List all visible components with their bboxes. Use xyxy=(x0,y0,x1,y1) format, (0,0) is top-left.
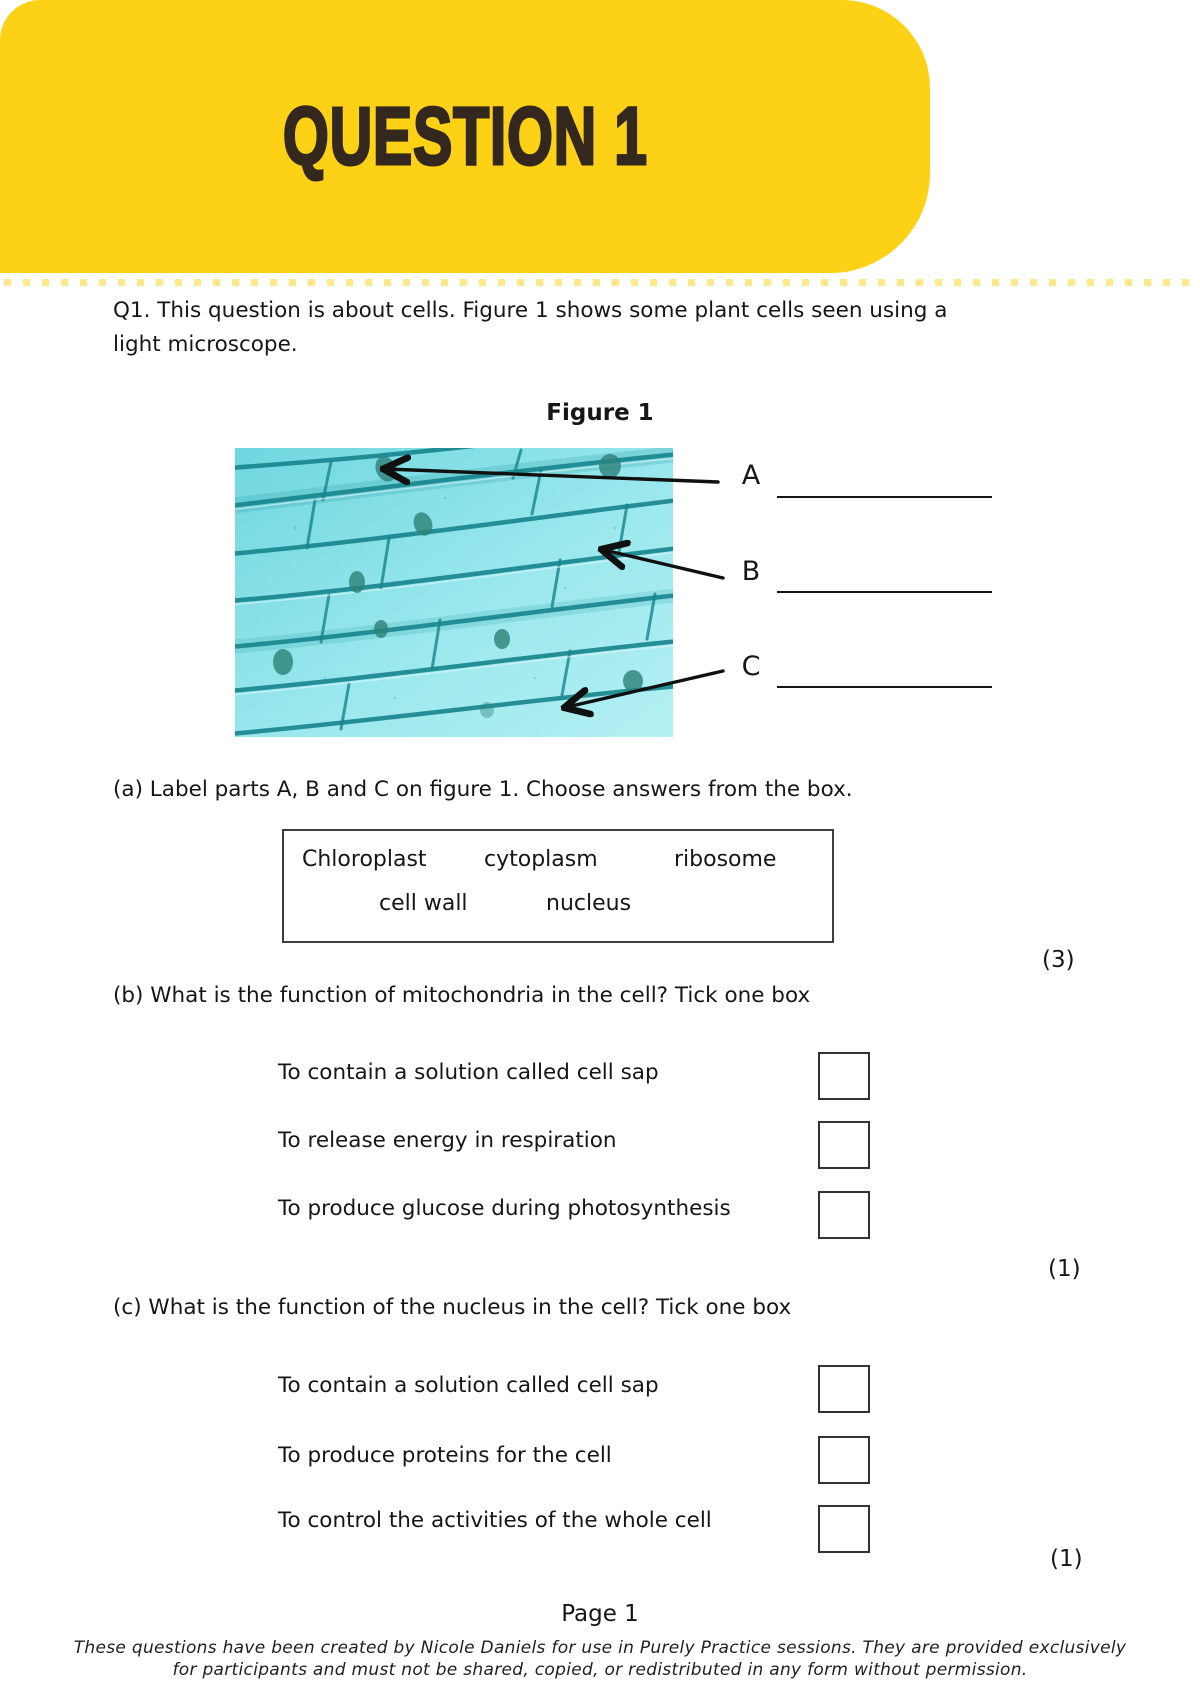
answer-line-b[interactable] xyxy=(777,591,992,593)
question-intro-text: Q1. This question is about cells. Figure 1 shows some plant cells seen using a light microscope. xyxy=(113,298,948,357)
part-c-tick-box-3[interactable] xyxy=(818,1505,870,1553)
part-a-prompt: (a) Label parts A, B and C on figure 1. Choose answers from the box. xyxy=(113,777,853,802)
part-b-tick-box-2[interactable] xyxy=(818,1121,870,1169)
part-b-option-2-label: To release energy in respiration xyxy=(278,1128,617,1153)
dashed-divider xyxy=(4,279,1196,286)
part-c-tick-box-1[interactable] xyxy=(818,1365,870,1413)
answer-line-a[interactable] xyxy=(777,496,992,498)
part-b-marks: (1) xyxy=(1048,1256,1081,1282)
part-c-prompt: (c) What is the function of the nucleus in the cell? Tick one box xyxy=(113,1295,792,1320)
figure-label-b: B xyxy=(741,556,761,587)
footer-disclaimer-line-2: for participants and must not be shared, copied, or redistributed in any form without permission. xyxy=(172,1660,1028,1680)
part-b-option-1-label: To contain a solution called cell sap xyxy=(278,1060,659,1085)
figure-label-c: C xyxy=(741,651,761,682)
word-bank-box xyxy=(282,829,834,943)
part-b-prompt: (b) What is the function of mitochondria in the cell? Tick one box xyxy=(113,983,811,1008)
part-b-tick-box-3[interactable] xyxy=(818,1191,870,1239)
part-c-marks: (1) xyxy=(1050,1546,1083,1572)
word-ribosome: ribosome xyxy=(674,847,777,872)
figure-label-a: A xyxy=(741,460,761,491)
part-a-marks: (3) xyxy=(1042,947,1075,973)
part-c-option-1-label: To contain a solution called cell sap xyxy=(278,1373,659,1398)
footer-disclaimer xyxy=(0,1637,1200,1681)
plant-cells-micrograph xyxy=(235,448,673,737)
word-cytoplasm: cytoplasm xyxy=(484,847,598,872)
part-b-tick-box-1[interactable] xyxy=(818,1052,870,1100)
answer-line-c[interactable] xyxy=(777,686,992,688)
footer-disclaimer-line-1: These questions have been created by Nicole Daniels for use in Purely Practice sessions. They are provided exclusively xyxy=(73,1638,1127,1658)
word-nucleus: nucleus xyxy=(546,891,632,916)
part-b-option-3-label: To produce glucose during photosynthesis xyxy=(278,1196,731,1221)
question-header-banner xyxy=(0,0,930,273)
part-c-option-3-label: To control the activities of the whole cell xyxy=(278,1508,712,1533)
word-chloroplast: Chloroplast xyxy=(302,847,427,872)
page-number: Page 1 xyxy=(561,1601,639,1627)
page-title: QUESTION 1 xyxy=(282,90,648,182)
part-c-option-2-label: To produce proteins for the cell xyxy=(278,1443,612,1468)
figure-caption: Figure 1 xyxy=(546,400,654,426)
word-cell-wall: cell wall xyxy=(379,891,468,916)
part-c-tick-box-2[interactable] xyxy=(818,1436,870,1484)
